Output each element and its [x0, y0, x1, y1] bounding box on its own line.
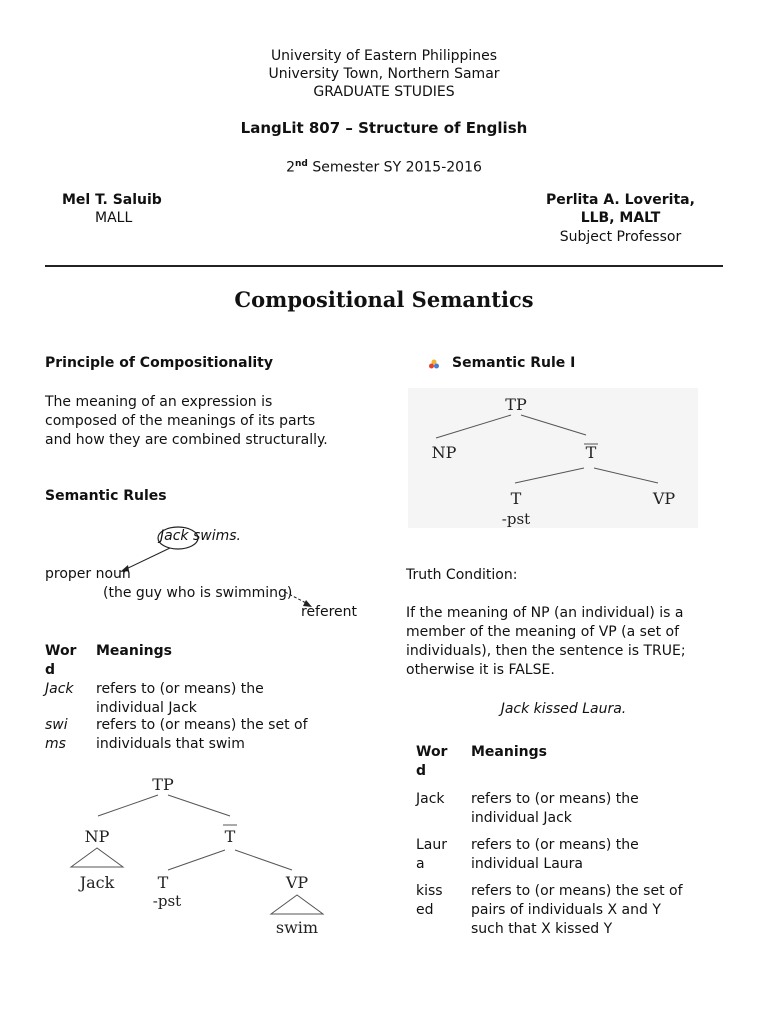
- table-row-word: [416, 790, 445, 809]
- word-header-part1: Wor: [416, 744, 448, 760]
- truth-line: otherwise it is FALSE.: [406, 662, 555, 678]
- word-part: kiss: [416, 883, 443, 899]
- tree-leaf-swim: swim: [275, 918, 319, 937]
- annotation-referent: referent: [301, 604, 358, 620]
- semester-text: Semester SY 2015-2016: [307, 159, 482, 176]
- tree-node-tp: TP: [505, 395, 527, 414]
- example-rest: swims.: [188, 528, 241, 544]
- annotation-proper-noun: proper noun: [45, 566, 131, 582]
- table-row-word: [45, 716, 68, 754]
- table-row-word: [416, 882, 443, 920]
- tree-edge: [235, 850, 292, 870]
- word-header-part2: d: [45, 662, 56, 678]
- semantic-rule-heading: Semantic Rule I: [452, 355, 576, 371]
- example-word: Jack: [160, 528, 189, 544]
- professor-name-line1: Perlita A. Loverita,: [546, 192, 695, 208]
- student-name: Mel T. Saluib: [62, 192, 162, 208]
- truth-condition-text: [406, 604, 686, 680]
- table-row-meaning: [96, 716, 308, 754]
- table-row-word: [45, 680, 74, 699]
- tree-node-t: T: [510, 489, 522, 508]
- table-row-meaning: [471, 790, 639, 828]
- right-table-meanings-header: Meanings: [471, 744, 547, 760]
- tree-node-t: T: [157, 873, 169, 892]
- right-table-word-header: [416, 743, 447, 781]
- meaning-line: individual Laura: [471, 856, 583, 872]
- semester-number: 2: [286, 159, 296, 176]
- meaning-line: individuals that swim: [96, 736, 245, 752]
- truth-condition-label: Truth Condition:: [406, 567, 518, 583]
- meaning-line: individual Jack: [96, 700, 197, 716]
- tree-node-vp: VP: [285, 873, 309, 892]
- tree-edge: [98, 795, 158, 816]
- word-part: Laur: [416, 837, 448, 853]
- professor-name-line2: LLB, MALT: [580, 210, 661, 226]
- table-row-meaning: [471, 836, 639, 874]
- table-row-meaning: [471, 882, 683, 939]
- meaning-line: refers to (or means) the set of: [96, 717, 308, 733]
- tree-edge: [168, 795, 230, 816]
- student-degree: MALL: [95, 210, 133, 226]
- bullet-icon: [428, 358, 440, 370]
- division-name: GRADUATE STUDIES: [313, 84, 455, 100]
- example-sentence-right: Jack kissed Laura.: [500, 701, 627, 717]
- meaning-line: refers to (or means) the: [471, 791, 639, 807]
- left-table-meanings-header: Meanings: [96, 643, 172, 659]
- tree-node-tbar: T: [585, 443, 597, 462]
- semester-superscript: nd: [295, 159, 308, 169]
- truth-line: individuals), then the sentence is TRUE;: [406, 643, 686, 659]
- annotation-guy: (the guy who is swimming): [103, 585, 293, 601]
- example-sentence: [160, 528, 241, 544]
- truth-line: If the meaning of NP (an individual) is a: [406, 605, 684, 621]
- university-name: University of Eastern Philippines: [270, 48, 498, 64]
- principle-line: The meaning of an expression is: [45, 394, 273, 410]
- semester-line: [0, 155, 768, 177]
- page-title: Compositional Semantics: [234, 287, 534, 312]
- table-row-meaning: [96, 680, 264, 718]
- meaning-line: individual Jack: [471, 810, 572, 826]
- truth-line: member of the meaning of VP (a set of: [406, 624, 680, 640]
- word-part: ed: [416, 902, 434, 918]
- word-part: Jack: [416, 791, 445, 807]
- word-part: swi: [45, 717, 68, 733]
- word-part: Jack: [45, 681, 74, 697]
- tree-node-vp: VP: [652, 489, 676, 508]
- tree-node-np: NP: [84, 827, 110, 846]
- header-divider: [45, 265, 723, 267]
- professor-title: Subject Professor: [559, 229, 682, 245]
- meaning-line: pairs of individuals X and Y: [471, 902, 661, 918]
- tree-node-pst: -pst: [152, 892, 182, 910]
- left-syntax-tree: [60, 770, 350, 945]
- tree-edge: [168, 850, 225, 870]
- university-location: University Town, Northern Samar: [268, 66, 500, 82]
- semantic-rules-heading: Semantic Rules: [45, 488, 167, 504]
- meaning-line: such that X kissed Y: [471, 921, 613, 937]
- principle-text: [45, 393, 328, 450]
- word-part: a: [416, 856, 425, 872]
- principle-line: and how they are combined structurally.: [45, 432, 328, 448]
- course-title: LangLit 807 – Structure of English: [240, 119, 528, 137]
- word-header-part2: d: [416, 763, 427, 779]
- right-syntax-tree: [408, 388, 698, 528]
- tree-leaf-jack: Jack: [79, 873, 115, 892]
- table-row-word: [416, 836, 447, 874]
- tree-node-tp: TP: [152, 775, 174, 794]
- meaning-line: refers to (or means) the: [96, 681, 264, 697]
- meaning-line: refers to (or means) the set of: [471, 883, 683, 899]
- np-triangle: [71, 848, 123, 867]
- principle-line: composed of the meanings of its parts: [45, 413, 316, 429]
- vp-triangle: [271, 895, 323, 914]
- meaning-line: refers to (or means) the: [471, 837, 639, 853]
- tree-node-tbar: T: [224, 827, 236, 846]
- left-table-word-header: [45, 642, 76, 680]
- word-part: ms: [45, 736, 66, 752]
- tree-node-np: NP: [431, 443, 457, 462]
- arrow-to-proper-noun: [124, 548, 170, 570]
- tree-node-pst: -pst: [501, 510, 531, 528]
- principle-heading: Principle of Compositionality: [45, 355, 273, 371]
- word-header-part1: Wor: [45, 643, 77, 659]
